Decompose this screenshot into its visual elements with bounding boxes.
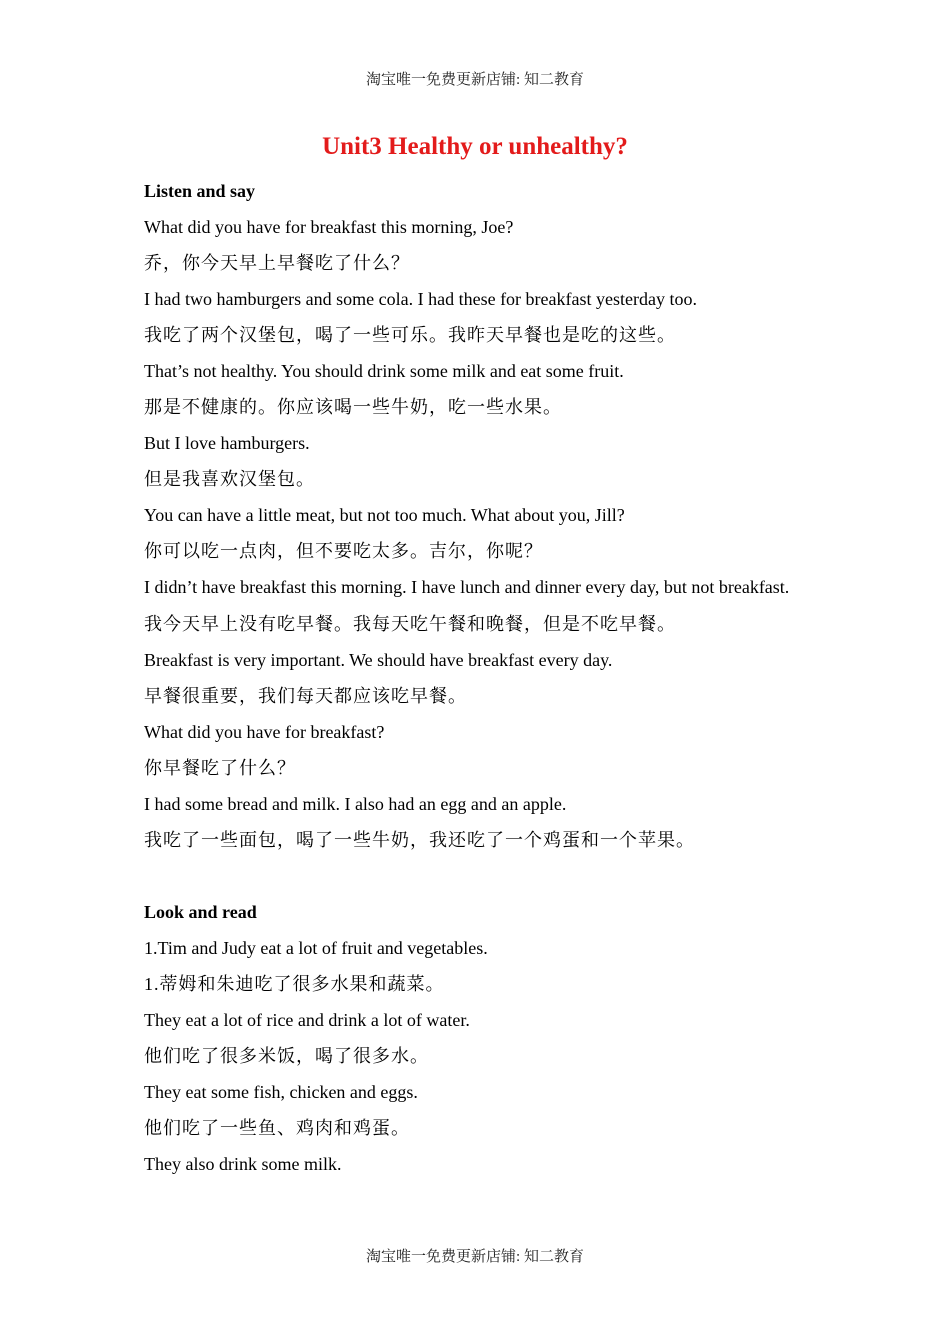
- dialogue-translation: 但是我喜欢汉堡包。: [144, 469, 315, 489]
- reading-translation: 他们吃了一些鱼、鸡肉和鸡蛋。: [144, 1118, 410, 1138]
- page-title: Unit3 Healthy or unhealthy?: [322, 133, 628, 160]
- reading-line: They also drink some milk.: [144, 1154, 342, 1174]
- dialogue-line: But I love hamburgers.: [144, 433, 310, 453]
- dialogue-line: Breakfast is very important. We should have breakfast every day.: [144, 650, 613, 670]
- dialogue-line: What did you have for breakfast?: [144, 722, 385, 742]
- dialogue-line: You can have a little meat, but not too much. What about you, Jill?: [144, 505, 625, 525]
- dialogue-translation: 我吃了一些面包，喝了一些牛奶，我还吃了一个鸡蛋和一个苹果。: [144, 830, 695, 850]
- document-body: [144, 173, 824, 1182]
- page-footer: 淘宝唯一免费更新店铺: 知二教育: [366, 1249, 584, 1265]
- reading-translation: 他们吃了很多米饭，喝了很多水。: [144, 1046, 429, 1066]
- dialogue-translation: 那是不健康的。你应该喝一些牛奶，吃一些水果。: [144, 397, 562, 417]
- dialogue-translation: 你早餐吃了什么？: [144, 758, 296, 778]
- dialogue-line: I didn’t have breakfast this morning. I have lunch and dinner every day, but not breakfast.: [144, 577, 790, 597]
- dialogue-line: I had two hamburgers and some cola. I had these for breakfast yesterday too.: [144, 289, 697, 309]
- section-spacer: [144, 858, 824, 894]
- reading-line: They eat a lot of rice and drink a lot of water.: [144, 1010, 470, 1030]
- section-heading-listen-and-say: Listen and say: [144, 181, 256, 201]
- dialogue-translation: 你可以吃一点肉，但不要吃太多。吉尔，你呢？: [144, 541, 543, 561]
- dialogue-line: What did you have for breakfast this morning, Joe?: [144, 217, 514, 237]
- dialogue-translation: 乔，你今天早上早餐吃了什么？: [144, 253, 410, 273]
- reading-line: 1.Tim and Judy eat a lot of fruit and vegetables.: [144, 938, 488, 958]
- reading-line: They eat some fish, chicken and eggs.: [144, 1082, 418, 1102]
- dialogue-line: I had some bread and milk. I also had an egg and an apple.: [144, 794, 567, 814]
- page-header: 淘宝唯一免费更新店铺: 知二教育: [366, 72, 584, 88]
- section-heading-look-and-read: Look and read: [144, 902, 257, 922]
- dialogue-line: That’s not healthy. You should drink some milk and eat some fruit.: [144, 361, 624, 381]
- dialogue-translation: 我吃了两个汉堡包，喝了一些可乐。我昨天早餐也是吃的这些。: [144, 325, 676, 345]
- dialogue-translation: 我今天早上没有吃早餐。我每天吃午餐和晚餐，但是不吃早餐。: [144, 614, 676, 634]
- reading-translation: 1.蒂姆和朱迪吃了很多水果和蔬菜。: [144, 974, 445, 994]
- dialogue-translation: 早餐很重要，我们每天都应该吃早餐。: [144, 686, 467, 706]
